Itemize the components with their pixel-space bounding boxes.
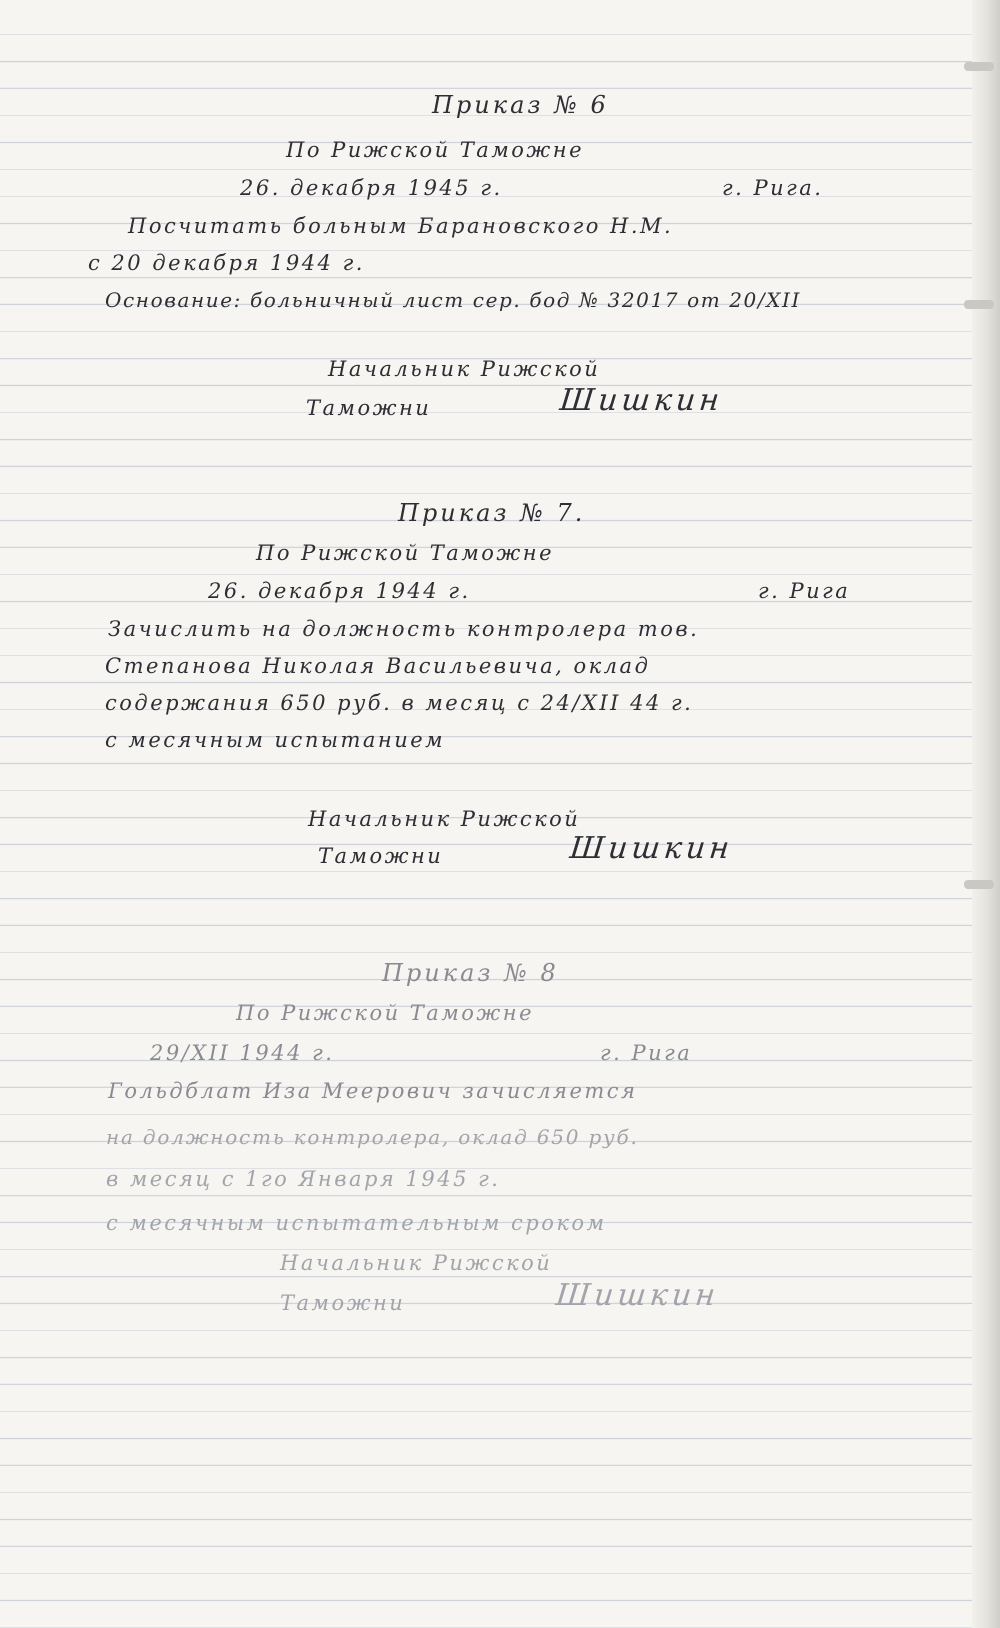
binding-tab xyxy=(964,880,994,889)
order7-line2: Степанова Николая Васильевича, оклад xyxy=(105,654,651,678)
order8-line2: на должность контролера, оклад 650 руб. xyxy=(106,1125,639,1149)
order8-signature-title: Начальник Рижской xyxy=(280,1251,553,1275)
order7-place: г. Рига xyxy=(758,579,851,603)
order7-line3: содержания 650 руб. в месяц с 24/XII 44 г. xyxy=(105,691,694,715)
order6-line2: с 20 декабря 1944 г. xyxy=(88,251,365,275)
order6-line1: Посчитать больным Барановского Н.М. xyxy=(128,214,674,238)
order8-line1: Гольдблат Иза Меерович зачисляется xyxy=(108,1079,638,1103)
order8-line4: с месячным испытательным сроком xyxy=(106,1211,607,1235)
page-binding xyxy=(972,0,1000,1628)
order7-date: 26. декабря 1944 г. xyxy=(208,579,471,603)
order8-signature-title2: Таможни xyxy=(280,1291,406,1315)
binding-tab xyxy=(964,62,994,71)
order8-line3: в месяц с 1го Января 1945 г. xyxy=(106,1167,501,1191)
binding-tab xyxy=(964,300,994,309)
order8-place: г. Рига xyxy=(600,1041,693,1065)
signature-name: Шишкин xyxy=(568,831,735,866)
order6-place: г. Рига. xyxy=(722,176,824,200)
signature-name: Шишкин xyxy=(558,383,725,418)
order7-signature-title2: Таможни xyxy=(318,844,444,868)
order7-line4: с месячным испытанием xyxy=(105,728,446,752)
order7-line1: Зачислить на должность контролера тов. xyxy=(108,617,700,641)
signature-name: Шишкин xyxy=(554,1278,721,1313)
order6-subtitle: По Рижской Таможне xyxy=(286,138,585,162)
order6-signature xyxy=(558,383,725,418)
order6-title: Приказ № 6 xyxy=(432,91,609,119)
order6-date: 26. декабря 1945 г. xyxy=(240,176,503,200)
order7-signature xyxy=(568,831,735,866)
order8-signature xyxy=(554,1278,721,1313)
order7-subtitle: По Рижской Таможне xyxy=(256,541,555,565)
order8-subtitle: По Рижской Таможне xyxy=(236,1001,535,1025)
order6-signature-title: Начальник Рижской xyxy=(328,357,601,381)
order6-line3: Основание: больничный лист сер. бод № 32017 от 20/XII xyxy=(105,288,802,312)
order6-signature-title2: Таможни xyxy=(306,396,432,420)
order7-title: Приказ № 7. xyxy=(398,499,586,527)
order8-date: 29/XII 1944 г. xyxy=(150,1041,335,1065)
order7-signature-title: Начальник Рижской xyxy=(308,807,581,831)
order8-title: Приказ № 8 xyxy=(382,959,559,987)
